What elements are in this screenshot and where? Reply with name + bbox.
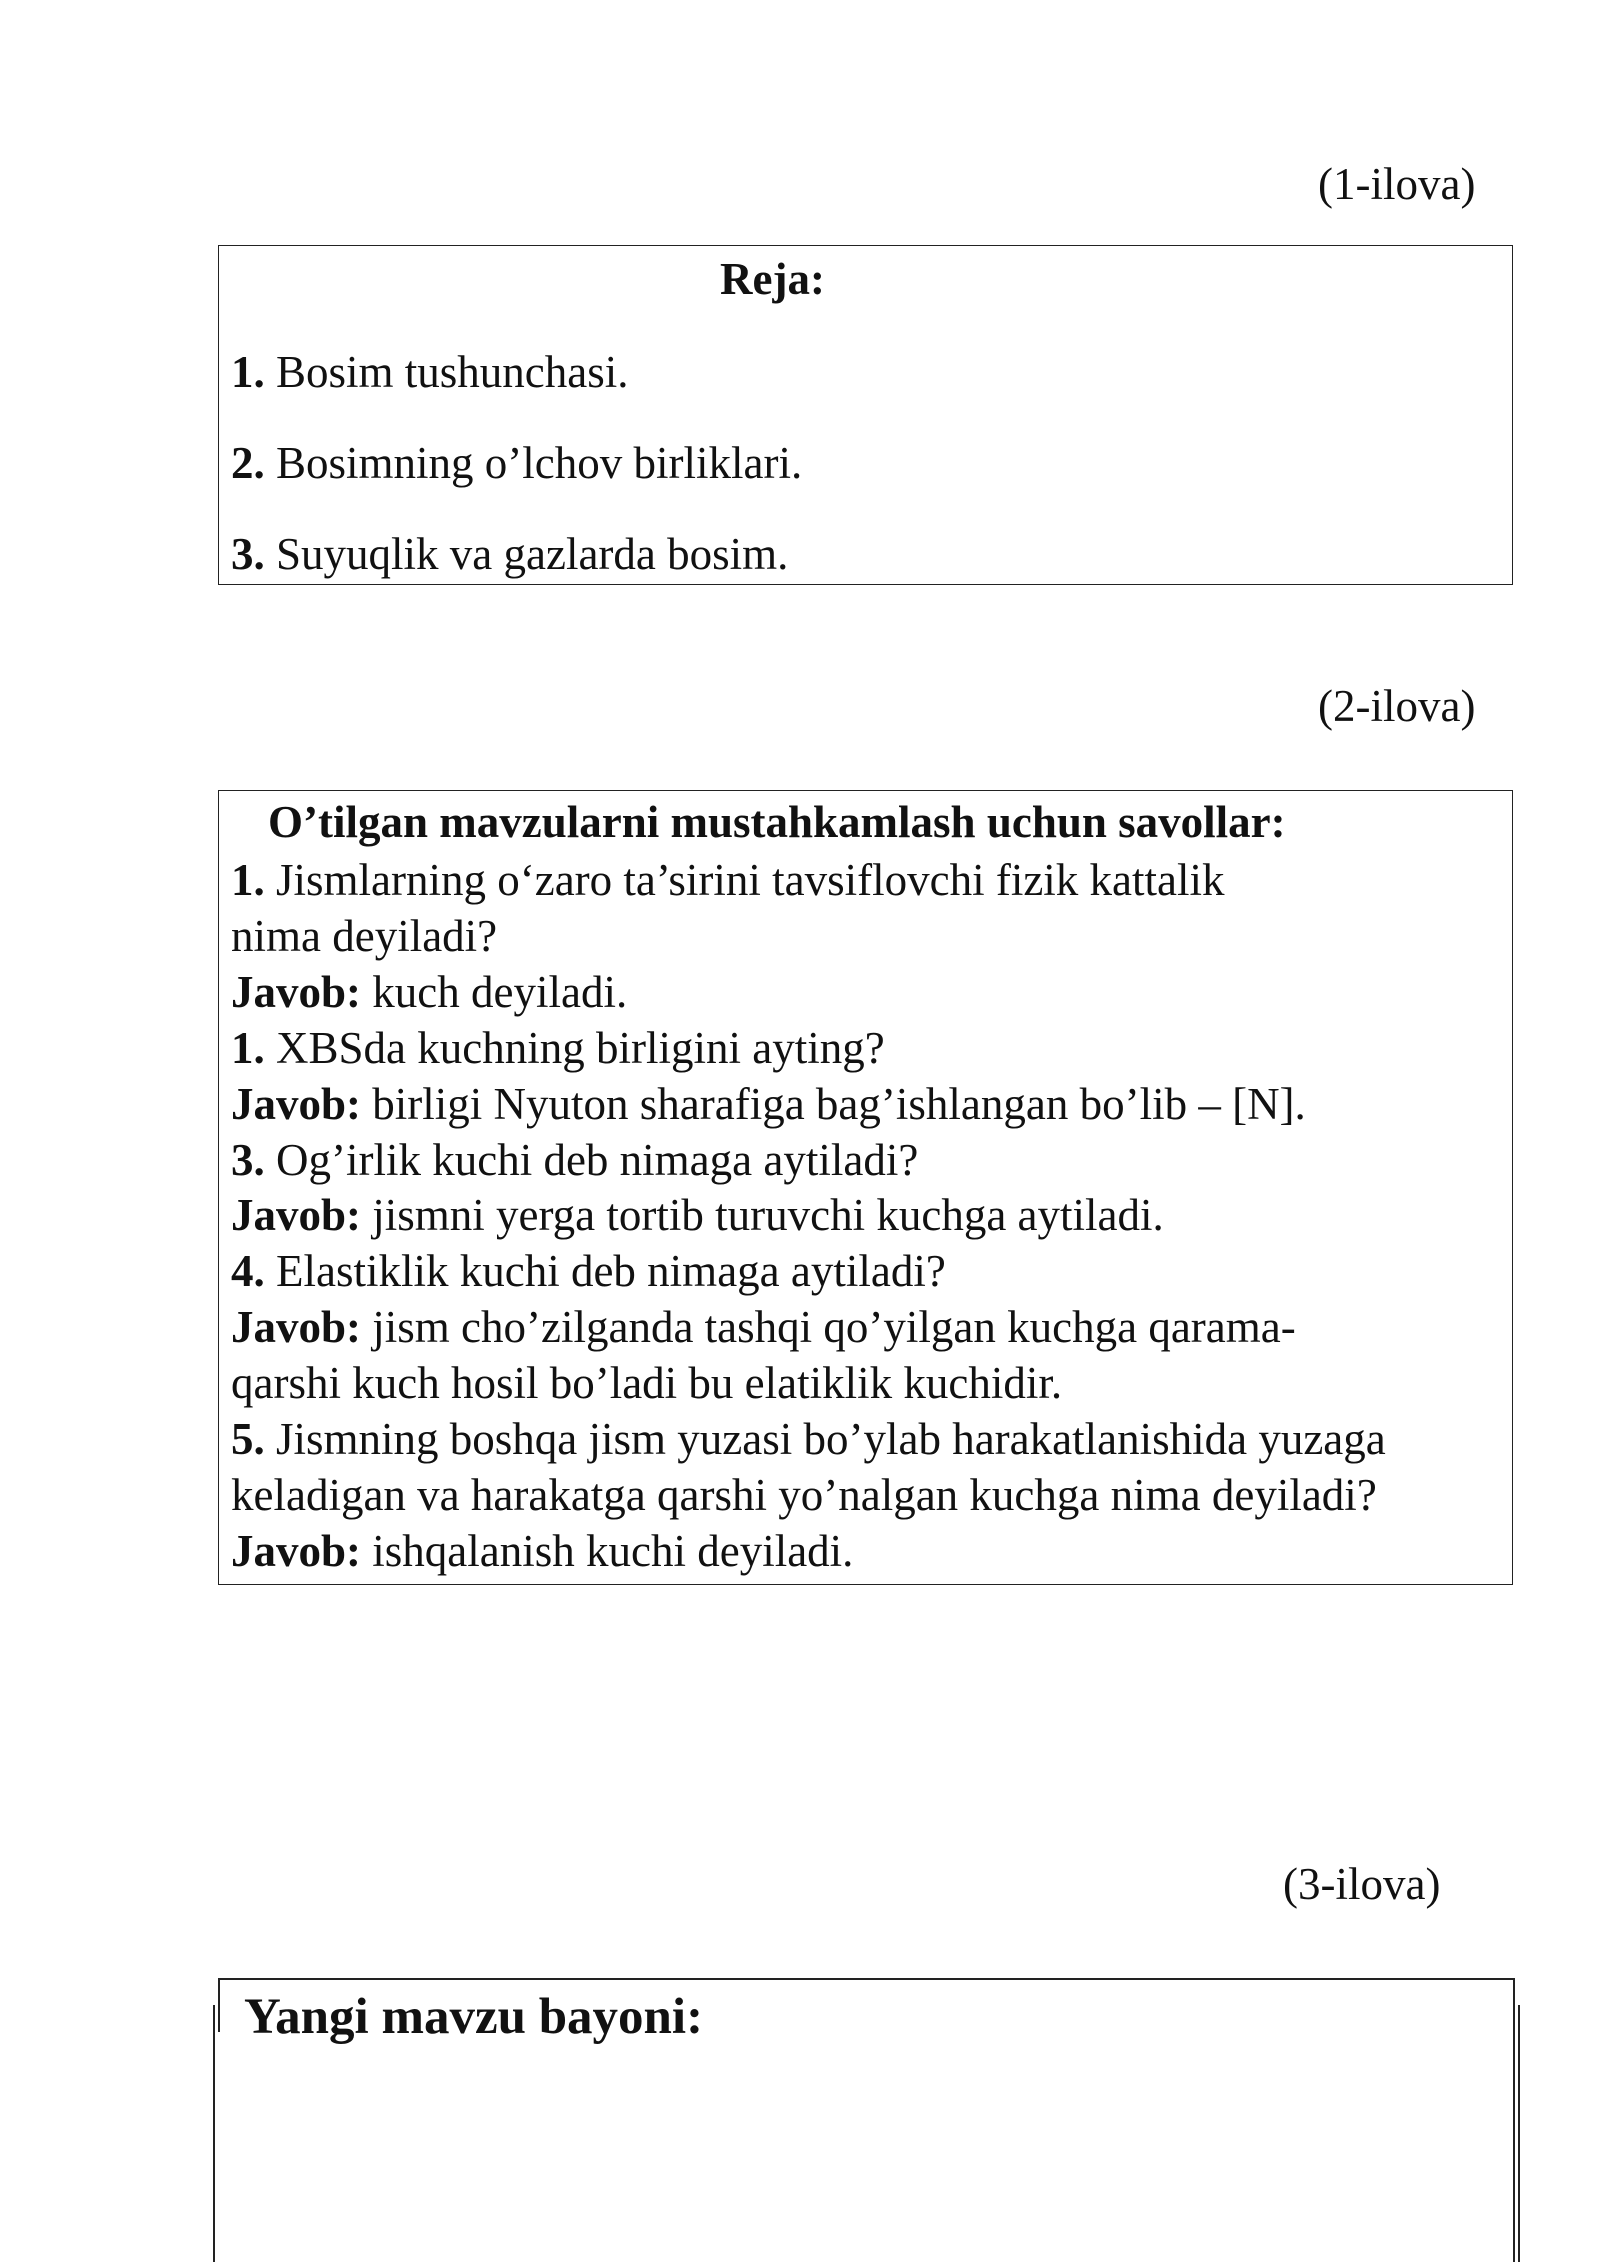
line-text: Og’irlik kuchi deb nimaga aytiladi?	[264, 1135, 919, 1185]
answer-line	[231, 1190, 1164, 1240]
answer-line	[231, 1358, 1063, 1408]
line-text: Elastiklik kuchi deb nimaga aytiladi?	[264, 1246, 946, 1296]
answer-line	[231, 1079, 1306, 1129]
questions-box	[218, 790, 1513, 1585]
question-line	[231, 1135, 919, 1185]
line-bold-prefix: 4.	[231, 1246, 265, 1296]
new-topic-box-right-border	[1513, 1978, 1515, 2262]
line-bold-prefix: Javob:	[231, 1079, 362, 1129]
plan-item-number: 1.	[231, 347, 265, 397]
plan-item	[231, 347, 629, 397]
answer-line	[231, 1526, 854, 1576]
question-line	[231, 1414, 1386, 1464]
line-text: XBSda kuchning birligini ayting?	[264, 1023, 885, 1073]
line-bold-prefix: Javob:	[231, 1302, 362, 1352]
line-bold-prefix: 1.	[231, 855, 265, 905]
new-topic-box-right-outer-border	[1518, 2005, 1520, 2262]
question-line	[231, 1246, 946, 1296]
annex-2-label: (2-ilova)	[1318, 681, 1476, 731]
line-bold-prefix: Javob:	[231, 1526, 362, 1576]
plan-item-text: Suyuqlik va gazlarda bosim.	[264, 529, 789, 579]
annex-1-label: (1-ilova)	[1318, 159, 1476, 209]
line-text: jismni yerga tortib turuvchi kuchga aytiladi.	[361, 1190, 1164, 1240]
question-line	[231, 855, 1225, 905]
line-text: birligi Nyuton sharafiga bag’ishlangan bo’lib – [N].	[361, 1079, 1306, 1129]
plan-title: Reja:	[720, 254, 825, 304]
plan-item-text: Bosimning o’lchov birliklari.	[264, 438, 803, 488]
line-text: Jismlarning o‘zaro ta’sirini tavsiflovchi fizik kattalik	[264, 855, 1225, 905]
questions-title: O’tilgan mavzularni mustahkamlash uchun savollar:	[268, 797, 1286, 847]
line-text: kuch deyiladi.	[361, 967, 628, 1017]
new-topic-box-left-inner-border	[218, 1978, 220, 2032]
line-bold-prefix: Javob:	[231, 1190, 362, 1240]
plan-item-text: Bosim tushunchasi.	[264, 347, 629, 397]
plan-item	[231, 438, 803, 488]
new-topic-title: Yangi mavzu bayoni:	[244, 1989, 704, 2045]
answer-line	[231, 1302, 1296, 1352]
question-line	[231, 1023, 885, 1073]
line-bold-prefix: Javob:	[231, 967, 362, 1017]
line-bold-prefix: 1.	[231, 1023, 265, 1073]
answer-line	[231, 967, 628, 1017]
line-text: ishqalanish kuchi deyiladi.	[361, 1526, 854, 1576]
new-topic-box-top-border	[218, 1978, 1513, 1980]
line-text: Jismning boshqa jism yuzasi bo’ylab harakatlanishida yuzaga	[264, 1414, 1386, 1464]
line-text: jism cho’zilganda tashqi qo’yilgan kuchga qarama-	[361, 1302, 1296, 1352]
line-bold-prefix: 5.	[231, 1414, 265, 1464]
plan-item-number: 2.	[231, 438, 265, 488]
new-topic-box-left-border	[213, 2005, 215, 2262]
question-line	[231, 911, 498, 961]
line-text: keladigan va harakatga qarshi yo’nalgan kuchga nima deyiladi?	[231, 1470, 1377, 1520]
line-text: qarshi kuch hosil bo’ladi bu elatiklik kuchidir.	[231, 1358, 1063, 1408]
line-bold-prefix: 3.	[231, 1135, 265, 1185]
question-line	[231, 1470, 1377, 1520]
annex-3-label: (3-ilova)	[1283, 1859, 1441, 1909]
line-text: nima deyiladi?	[231, 911, 498, 961]
plan-item	[231, 529, 789, 579]
plan-item-number: 3.	[231, 529, 265, 579]
